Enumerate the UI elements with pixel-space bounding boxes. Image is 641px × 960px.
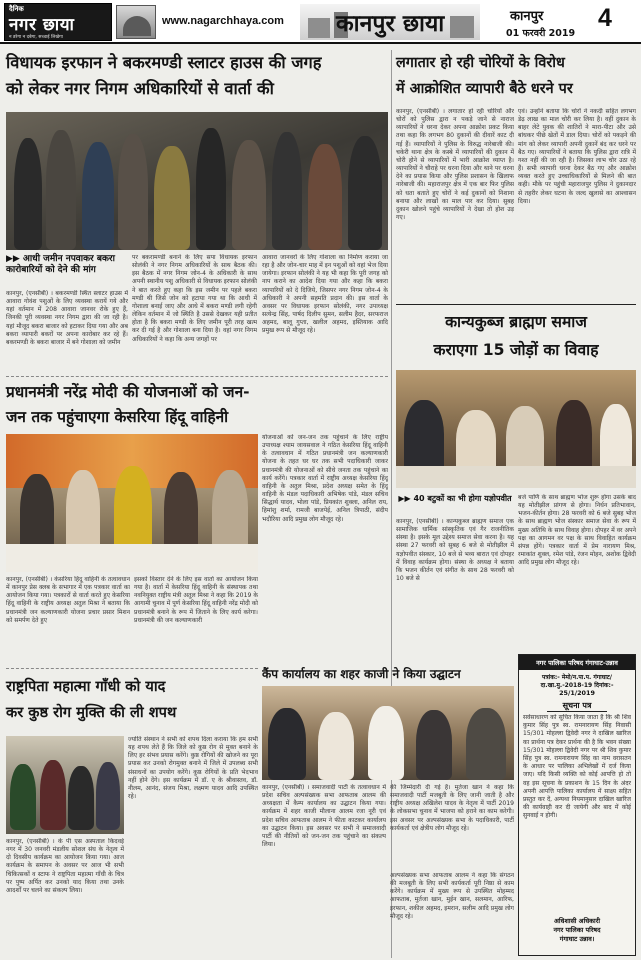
- story5-col1: कानपुर, (एनसीबी) । के पी एस अस्पताल किदवई नगर में 30 जनवरी मंडलीय सोशल संघ के नेतृत्व में दो दिवसीय कार्यक्रम का आयोजन किया गया। आज कार्यक्रम के समापन के अवसर पर आज भी सभी चिकित्सकों व स्टाफ ने राष्ट्रपिता महात्मा गाँधी के चित्र पर पुष्प अर्पित कर उनको याद किया तथा उनके आदर्शों पर चलने का संकल्प लिया।: [6, 838, 124, 894]
- story4-headline: [396, 308, 636, 364]
- notice-ref-line2: दा.खा.मु.-2018-19 दिनांक:-: [540, 682, 614, 689]
- story4-subhead: [396, 494, 514, 504]
- separator: [6, 668, 258, 669]
- masthead-logo: [4, 3, 112, 41]
- notice-signature-line3: गंगाघाट उन्नाव।: [559, 935, 595, 943]
- notice-body: सर्वसाधारण को सूचित किया जाता है कि श्री शिव कुमार सिंह पुत्र स्व. रामनारायण सिंह निवासी 15/301 मोहल्ला द्विवेदी नगर ने दाखिल खारिज का प्रार्थना पत्र देकर प्रार्थना की है कि भवन संख्या 15/301 मोहल्ला द्विवेदी नगर पर श्री शिव कुमार सिंह पुत्र स्व. रामनारायण सिंह का नाम वरासतन के आधार पर पालिका अभिलेखों में दर्ज किया जाए। यदि किसी व्यक्ति को कोई आपत्ति हो तो वह इस सूचना के प्रकाशन के 15 दिन के अंदर अपनी आपत्ति पालिका कार्यालय में साक्ष्य सहित प्रस्तुत कर दें, अन्यथा नियमानुसार दाखिल खारिज की कार्यवाही कर दी जायेगी और बाद में कोई सुनवाई न होगी।: [523, 714, 631, 820]
- story4-col1: कानपुर, (एनसीबी) । कान्यकुब्ज ब्राह्मण समाज एक सामाजिक धार्मिक सांस्कृतिक एवं गैर राजनीतिक संस्था है। इसके मूल उद्देश्य समाज सेवा करना है। यह संस्था 27 फरवरी को सुबह 6 बजे से मोतीझील में यज्ञोपवीत संस्कार, 10 बजे से भव्य बारात एवं दोपहर में विवाह कार्यक्रम होगा। संस्था के अध्यक्ष ने बताया कि भजन कीर्तन एवं संगीत के साथ 28 फरवरी को 10 बजे से: [396, 518, 514, 583]
- masthead-emblem: [116, 5, 156, 39]
- page-number: 4: [598, 4, 612, 32]
- story1-col2: पर बकरामण्डी बनाने के लिए सपा विधायक इरफान सोलंकी ने नगर निगम अधिकारियों के साथ बैठक की। इस बैठक में नगर निगम जोन-4 के अधिकारी के साथ अपनी स्थानीय पशु अधिकारी से विधायक इरफान सोलंकी ने बात करते हुए कहा कि इस जमीन पर पहले बकरा मण्डी थी जिसे जोन को हटाया गया था कि आधी में गोशाला बनाई जाए और आधे में बकरा मण्डी लगी रहेगी लेकिन वर्तमान में जो स्थिति है उससे देखकर यही प्रतीत होता है कि बकरा मण्डी के लिए जमीन पूरी तरह खत्म कर दी गई है और गोशाला बना दिया है। वहां नगर निगम अधिकारियों ने कहा कि अन्य जगहों पर: [132, 254, 257, 343]
- story1-headline-line2: को लेकर नगर निगम अधिकारियों से वार्ता की: [6, 79, 274, 98]
- story4-col2: बजे पाणि के साथ ब्राह्मण भोज शुरू होगा उसके बाद यह मोतीझील प्रांगण से होगा। निर्धन प्रतिभावान, भजन-कीर्तन होगा। 28 फरवरी को 6 बजे सुबह भोज के साथ ब्राह्मण भोज संस्कार समाज सेवा के रूप में मुख्य अतिथि के साथ विवाह होगा। दोपहर में वर अपने पक्ष का आगमन वर पक्ष के साथ विवाहित कार्यक्रम संपन्न होंगे। पत्रकार वार्ता में प्रेम नारायण मिश्र, रमाकांत शुक्ल, रमेश पांडे, रंजन मोहन, अशोक द्विवेदी आदि प्रमुख लोग मौजूद रहे।: [518, 494, 636, 567]
- separator: [396, 304, 636, 305]
- story5-headline-line1: राष्ट्रपिता महात्मा गाँधी को याद: [6, 678, 166, 695]
- story3-col2: इसको विस्तार देने के लिए इस वार्ता का आयोजन किया गया है। वार्ता में केसरिया हिंदू वाहिनी के संस्थापक तथा नवनियुक्त राष्ट्रीय मंत्री अतुल मिश्रा ने कहा कि 2019 के आगामी चुनाव में पूर्ण केसरिया हिंदू वाहिनी नरेंद्र मोदी को प्रधानमंत्री बनाने के रूप में जिताने के लिए कार्य करेगा। प्रधानमंत्री की जन कल्याणकारी: [134, 576, 258, 624]
- story4-photo: [396, 370, 636, 488]
- story2-headline: [396, 50, 636, 102]
- story6-col1: कानपुर, (एनसीबी) । समाजवादी पार्टी के तत्वावधान में प्रदेश सचिव अल्पसंख्यक सभा आफताब आलम की अध्यक्षता में कैम्प कार्यालय का उद्घाटन किया गया। कार्यक्रम में शहर काजी मौलाना आलम रजा नूरी एवं प्रदेश सचिव आफताब आलम ने फीता काटकर कार्यालय का उद्घाटन किया। इस अवसर पर सभी ने समाजवादी पार्टी की नीतियों को जन-जन तक पहुंचाने का संकल्प लिया।: [262, 784, 386, 849]
- website-url[interactable]: www.nagarchhaya.com: [162, 15, 284, 27]
- notice-title: नगर पालिका परिषद गंगाघाट-उन्नाव: [519, 655, 635, 670]
- story2-headline-line1: लगातार हो रही चोरियों के विरोध: [396, 55, 565, 71]
- brand-tagline: न डरेगा न दबेगा, सच्चाई लिखेगा: [9, 35, 63, 40]
- separator: [6, 376, 388, 377]
- story5-photo: [6, 736, 124, 834]
- notice-ref-line1: पत्रांक:- मेमो/न.पा.प. गंगाघाट/: [541, 674, 613, 681]
- story6-headline: कैंप कार्यालय का शहर काजी ने किया उद्घाटन: [262, 667, 461, 681]
- story3-col3: योजनाओं को जन-जन तक पहुंचाने के लिए राष्ट्रीय उपाध्यक्ष श्याम जायसवाल ने गठित केसरिया हिंदू वाहिनी के तत्वावधान में गठित प्रधानमंत्री जन कल्याणकारी योजना के तहत घर घर तक सभी पदाधिकारी जाकर प्रधानमंत्री की योजनाओं को सीधे जनता तक पहुंचाने का कार्य करेंगे। पत्रकार वार्ता में राष्ट्रीय अध्यक्ष केसरिया हिंदू वाहिनी के अतुल मिश्रा, प्रदेश अध्यक्ष समेत के हिंदू वाहिनी के मंडल पदाधिकारी अभिषेक पांडे, मंडल सचिव सिद्धार्थ यादव, भोला पांडे, प्रियकांत शुक्ला, अनिल राय, हिमांशु शर्मा, रामजी बाजपेई, अनिल त्रिपाठी, संदीप भदौरिया आदि प्रमुख लोग मौजूद रहे।: [262, 434, 388, 523]
- story5-col2: ज्योति संस्थान ने सभी को शपथ दिला कराया कि हम सभी यह शपथ लेते हैं कि जिले को कुष्ठ रोग से मुक्त बनाने के लिए हर संभव प्रयास करेंगे। कुष्ठ रोगियों की खोजने का पूरा प्रयास कर उनको रोगमुक्त बनाने में जिले में उपलब्ध सभी संसाधनों का उपयोग करेंगे। कुष्ठ रोगियों के प्रति भेदभाव नहीं होने देंगे। इस कार्यक्रम में डॉ. ए के श्रीवास्तव, डॉ. नीलम, आनंद, संजय मिश्रा, लक्ष्मण यादव आदि उपस्थित रहे।: [128, 736, 258, 801]
- brand-small: दैनिक: [9, 5, 24, 13]
- story1-headline: [6, 50, 388, 102]
- story5-headline-line2: कर कुष्ठ रोग मुक्ति की ली शपथ: [6, 704, 177, 721]
- story6-col3: अल्पसंख्यक सभा आफताब आलम ने कहा कि संगठन की मजबूती के लिए सभी कार्यकर्ता पूरी निष्ठा से काम करेंगे। कार्यक्रम में मुख्य रूप से उपस्थित मोहम्मद आफताब, मुर्तजा खान, मुईन खान, सलमान, आरिफ, इरफान, शकील अहमद, इमरान, सलीम आदि प्रमुख लोग मौजूद रहे।: [390, 872, 514, 920]
- story6-col2: की जिम्मेदारी दी गई है। मुर्तजा खान ने कहा कि समाजवादी पार्टी मजबूती के लिए जानी जाती है और राष्ट्रीय अध्यक्ष अखिलेश यादव के नेतृत्व में पार्टी 2019 के लोकसभा चुनाव में भाजपा को हराने का काम करेगी। इस अवसर पर अल्पसंख्यक सभा के पदाधिकारी, पार्टी कार्यकर्ता एवं क्षेत्रीय लोग मौजूद रहे।: [390, 784, 514, 832]
- story1-headline-line1: विधायक इरफान ने बकरमण्डी स्लाटर हाउस की जगह: [6, 53, 322, 72]
- story2-col1: कानपुर, (एनसीबी) । लगातार हो रही चोरियों और चोरों को पुलिस द्वारा न पकड़े जाने से नाराज व्यापारियों ने धरना देकर अपना आक्रोश प्रकट किया तथा कहा कि लगभग 80 दुकानों की दीवारें काट दी गई हैं। व्यापारियों ने पुलिस के विरुद्ध नारेबाजी की। चकेरी थाना क्षेत्र के कस्बे में व्यापारियों की दुकान में चोरी होने से व्यापारियों में भारी आक्रोश व्याप्त है। व्यापारियों ने चौराहे पर धरना दिया और थाने पर धरना देने का प्रयास किया और पुलिस प्रशासन के खिलाफ नारेबाजी की। महाराजपुर क्षेत्र में एक बार फिर पुलिस को धता बताते हुए चोरों ने कई दुकानों को निशाना बनाया और लाखों का माल पार कर दिया। सुबह दुकान खोलने पहुंचे व्यापारियों ने देखा तो होश उड़ गए।: [396, 108, 514, 222]
- story4-headline-line2: कराएगा 15 जोड़ों का विवाह: [433, 341, 599, 359]
- story3-headline-line1: प्रधानमंत्री नरेंद्र मोदी की योजनाओं को जन-: [6, 383, 250, 401]
- brand-name: नगर छाया: [9, 15, 75, 35]
- notice-ref-date: 25/1/2019: [559, 689, 595, 697]
- masthead-city: कानपुर: [510, 9, 544, 24]
- story3-headline: [6, 380, 388, 430]
- story1-col1: कानपुर, (एनसीबी) । बकरमण्डी स्थित स्लाटर हाउस में आवारा गोवंश पशुओं के लिए व्यवस्था करायें गये और यहां वर्तमान में 208 आवारा जानवर रोके हुए हैं, जिनकी पूरी व्यवस्था नगर निगम द्वारा की जा रही है। यहां मौजूद बकरा बाजार को हटाकर दिया गया और अब बकरा व्यापारी बकरों पर अपना कारोबार कर रहे हैं। बकरमण्डी के बकरा बाजार में बने गोशाला को जमीन: [6, 290, 128, 346]
- story1-photo: [6, 112, 388, 250]
- notice-heading: सूचना पत्र: [547, 700, 607, 712]
- story2-headline-line2: में आक्रोशित व्यापारी बैठे धरने पर: [396, 81, 573, 97]
- story2-col2: एवं। उन्होंने बताया कि चोरों ने नकदी सहित लगभग डेढ़ लाख का माल चोरी कर लिया है। वहीं दुकान के बाहर लेटे युवक की शातिरों ने मारा-पीटा और उसे बांधकर पीछे खेतों में डाल दिया। चोरों को पकड़ने की मांग को लेकर व्यापारी अपनी दुकानें बंद कर धरने पर बैठ गए। व्यापारियों ने बताया कि पुलिस द्वारा रात्रि में गश्त नहीं की जा रही है। जिसका लाभ चोर उठा रहे हैं। सभी व्यापारी धरना देकर बैठ गए और आक्रोश व्यक्त करते हुए उच्चाधिकारियों से मिलने की बात कही। मौके पर पहुंची महाराजपुर पुलिस ने दुकानदार से तहरीर लेकर घटना के जल्द खुलासे का आश्वासन दिया।: [518, 108, 636, 205]
- story1-col3: आवारा जानवरों के लिए गोशाला का निर्माण कराया जा रहा है और जोन-चार माह में इन पशुओं को वहां भेज दिया जायेगा। इरफान सोलंकी ने यह भी कहा कि पूरी जगह को नाप कराने का आदेश दिया गया और कहा कि बकरा व्यापारियों को दे दिजिये, जिसपर नगर निगम जोन-4 के अधिकारी ने अपनी सहमति प्रदान की। इस वार्ता के अवसर पर विधायक इरफान सोलंकी, नगर उपाध्यक्ष सत्येन्द्र सिंह, पार्षद दिलीप सुमन, सलीम हैदर, सरफराज अहमद, बालू गुप्ता, खलील अहमद, इस्तियाक आदि प्रमुख रूप से मौजूद रहे।: [262, 254, 388, 335]
- story3-headline-line2: जन तक पहुंचाएगा केसरिया हिंदू वाहिनी: [6, 408, 229, 426]
- story4-headline-line1: कान्यकुब्ज ब्राह्मण समाज: [445, 313, 587, 331]
- masthead-date: 01 फरवरी 2019: [506, 28, 576, 39]
- story4-subhead-text: 40 बटुकों का भी होगा यज्ञोपवीत: [413, 494, 512, 503]
- story3-photo: [6, 434, 258, 572]
- story1-subhead: [6, 254, 128, 276]
- notice-signature-line2: नगर पालिका परिषद: [553, 926, 601, 934]
- story6-photo: [262, 686, 514, 780]
- story1-subhead-text: आधी जमीन नपवाकर बकरा कारोबारियों को देने की मांग: [6, 254, 115, 275]
- story3-col1: कानपुर, (एनसीबी) । केसरिया हिंदू वाहिनी के तत्वावधान में कानपुर प्रेस क्लब के सभागार में एक पत्रकार वार्ता का आयोजन किया गया। पत्रकारों से वार्ता करते हुए केसरिया हिंदू वाहिनी के राष्ट्रीय अध्यक्ष अतुल मिश्रा ने बताया कि प्रधानमंत्री जन कल्याणकारी योजना प्रचार प्रसार मिशन को समर्पण देते हुए: [6, 576, 130, 624]
- subhead-arrow-icon: ▶▶: [398, 494, 411, 503]
- story5-headline: [6, 674, 258, 726]
- subhead-arrow-icon: ▶▶: [6, 254, 20, 264]
- public-notice: [518, 654, 636, 956]
- notice-signature-line1: अधिशासी अधिकारी: [554, 917, 600, 925]
- masthead: [0, 0, 641, 44]
- section-title: कानपुर छाया: [336, 11, 445, 37]
